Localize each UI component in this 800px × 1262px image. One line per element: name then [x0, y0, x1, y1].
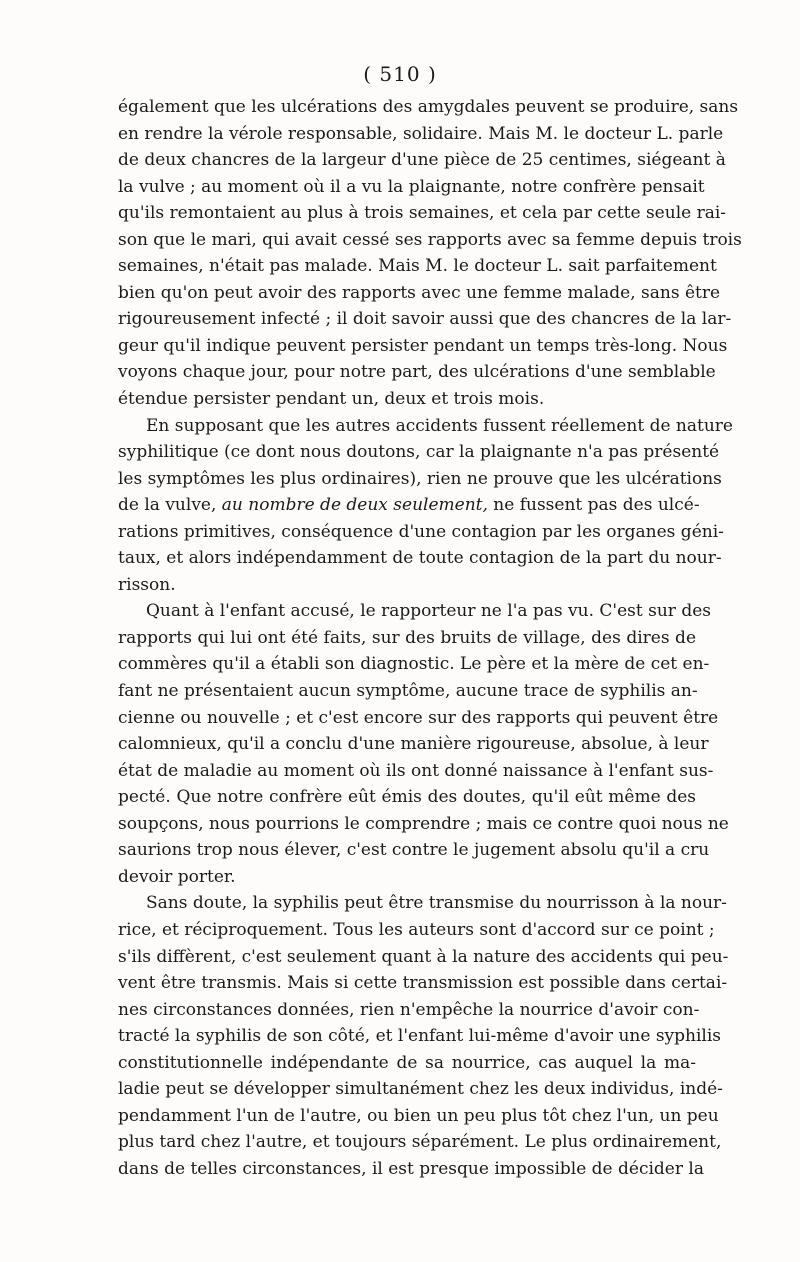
text-line: plus tard chez l'autre, et toujours séparément. Le plus ordinairement,: [118, 1132, 722, 1153]
text-line: soupçons, nous pourrions le comprendre ; mais ce contre quoi nous ne: [118, 813, 729, 834]
text-line: Sans doute, la syphilis peut être transmise du nourrisson à la nour-: [146, 893, 727, 914]
text-line: saurions trop nous élever, c'est contre le jugement absolu qu'il a cru: [118, 840, 710, 861]
text-line: semaines, n'était pas malade. Mais M. le docteur L. sait parfaitement: [118, 256, 717, 277]
text-line: tracté la syphilis de son côté, et l'enfant lui-même d'avoir une syphilis: [118, 1026, 722, 1047]
body-text: [118, 94, 742, 1182]
text-line: en rendre la vérole responsable, solidaire. Mais M. le docteur L. parle: [118, 123, 724, 144]
text-line: la vulve ; au moment où il a vu la plaignante, notre confrère pensait: [118, 176, 705, 197]
text-line: état de maladie au moment où ils ont donné naissance à l'enfant sus-: [118, 760, 714, 781]
text-line: de la vulve, au nombre de deux seulement, ne fussent pas des ulcé-: [118, 495, 700, 516]
text-line: calomnieux, qu'il a conclu d'une manière rigoureuse, absolue, à leur: [118, 734, 709, 755]
text-line: étendue persister pendant un, deux et trois mois.: [118, 389, 545, 410]
text-line: pecté. Que notre confrère eût émis des doutes, qu'il eût même des: [118, 787, 696, 808]
text-line: s'ils diffèrent, c'est seulement quant à la nature des accidents qui peu-: [118, 946, 729, 967]
text-line: de deux chancres de la largeur d'une pièce de 25 centimes, siégeant à: [118, 150, 726, 171]
text-line: rapports qui lui ont été faits, sur des bruits de village, des dires de: [118, 627, 696, 648]
text-line: son que le mari, qui avait cessé ses rapports avec sa femme depuis trois: [118, 229, 742, 250]
text-line: En supposant que les autres accidents fussent réellement de nature: [146, 415, 733, 436]
text-line: fant ne présentaient aucun symptôme, aucune trace de syphilis an-: [118, 681, 698, 702]
text-line: rigoureusement infecté ; il doit savoir aussi que des chancres de la lar-: [118, 309, 732, 330]
text-line: qu'ils remontaient au plus à trois semaines, et cela par cette seule rai-: [118, 203, 727, 224]
text-line: rice, et réciproquement. Tous les auteurs sont d'accord sur ce point ;: [118, 919, 715, 940]
text-line: rations primitives, conséquence d'une contagion par les organes géni-: [118, 521, 724, 542]
text-line: Quant à l'enfant accusé, le rapporteur ne l'a pas vu. C'est sur des: [146, 601, 711, 622]
text-line: devoir porter.: [118, 866, 236, 887]
text-line: bien qu'on peut avoir des rapports avec une femme malade, sans être: [118, 282, 721, 303]
text-line: risson.: [118, 574, 176, 595]
text-line: geur qu'il indique peuvent persister pendant un temps très-long. Nous: [118, 335, 728, 356]
italic-emphasis: au nombre de deux seulement,: [221, 495, 488, 516]
text-line: voyons chaque jour, pour notre part, des ulcérations d'une semblable: [118, 362, 716, 383]
text-line: syphilitique (ce dont nous doutons, car la plaignante n'a pas présenté: [118, 442, 720, 463]
text-line: constitutionnelle indépendante de sa nourrice, cas auquel la ma-: [118, 1052, 696, 1073]
text-line: cienne ou nouvelle ; et c'est encore sur des rapports qui peuvent être: [118, 707, 719, 728]
text-line: nes circonstances données, rien n'empêche la nourrice d'avoir con-: [118, 999, 700, 1020]
text-line: taux, et alors indépendamment de toute contagion de la part du nour-: [118, 548, 722, 569]
text-line: également que les ulcérations des amygdales peuvent se produire, sans: [118, 97, 739, 117]
text-line: dans de telles circonstances, il est presque impossible de décider la: [118, 1158, 704, 1179]
text-line: vent être transmis. Mais si cette transmission est possible dans certai-: [118, 973, 728, 994]
text-line: commères qu'il a établi son diagnostic. Le père et la mère de cet en-: [118, 654, 710, 675]
text-line: pendamment l'un de l'autre, ou bien un peu plus tôt chez l'un, un peu: [118, 1105, 719, 1126]
text-line: ladie peut se développer simultanément chez les deux individus, indé-: [118, 1079, 723, 1100]
text-line: les symptômes les plus ordinaires), rien ne prouve que les ulcérations: [118, 468, 722, 489]
page-number: ( 510 ): [363, 62, 437, 86]
